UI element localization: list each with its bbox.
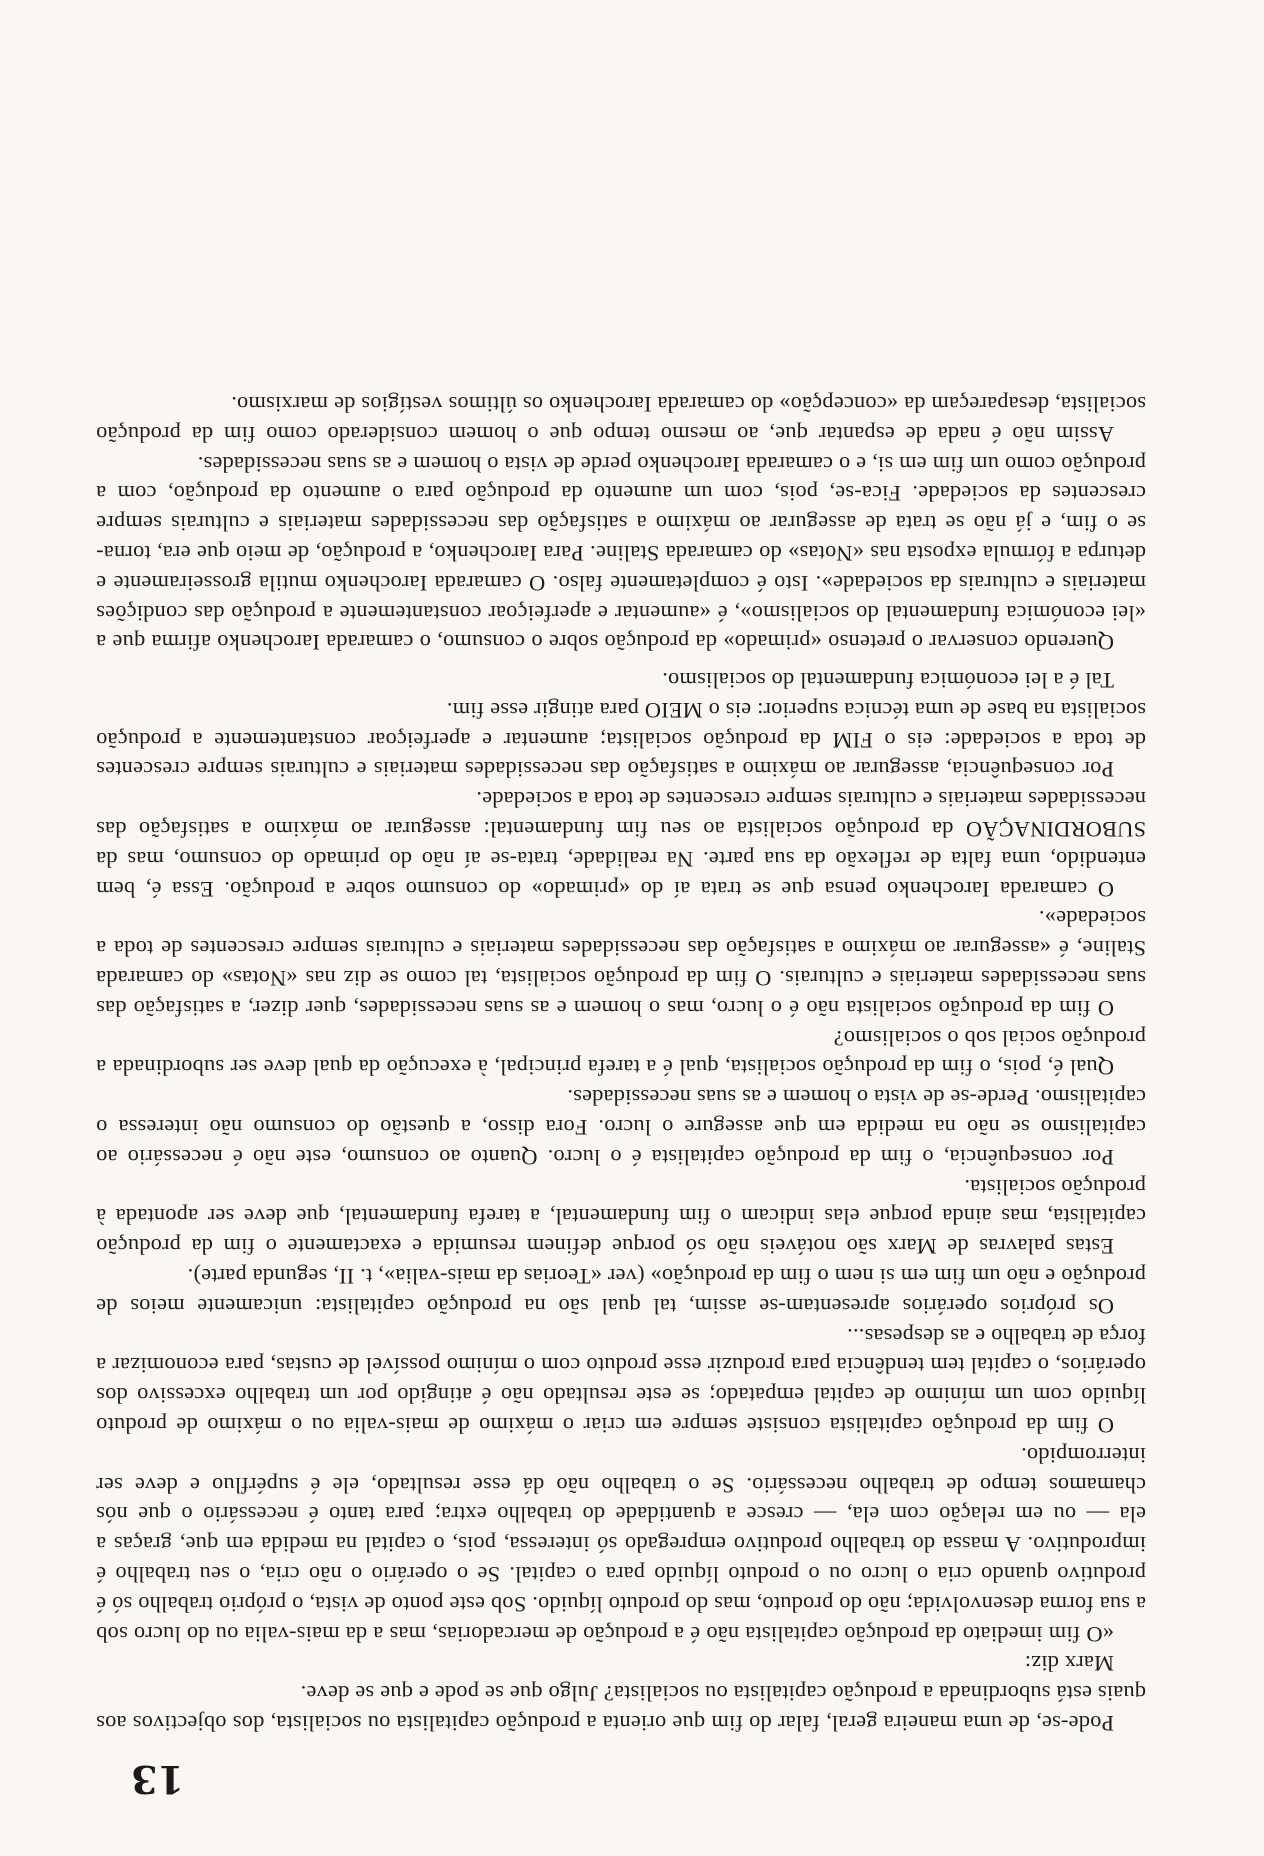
paragraph: Tal é a lei económica fundamental do socialismo.	[662, 668, 1114, 694]
paragraph: Pode-se, de uma maneira geral, falar do fim que orienta a produção capitalista ou socialista, dos objectivos aos quais está subordinada a produção capitalista ou socialista? Julgo que se pode e que se deve.	[96, 1681, 1146, 1736]
paragraph: Qual é, pois, o fim da produção socialista, qual é a tarefa principal, à execução da qual deve ser subordinada a produção social sob o socialismo?	[96, 1025, 1146, 1081]
paragraph: O camarada Iarochenko pensa que se trata aí do «primado» do consumo sobre a produção. Essa é, bem entendido, uma falta de reflexão da sua parte. Na realidade, trata-se aí não do primado do consumo, mas da SUBORDINAÇÃO da produção socialista ao seu fim fundamental: assegurar ao máximo a satisfação das necessidades materiais e culturais sempre crescentes de toda a sociedade.	[96, 787, 1146, 902]
paragraph: O fim da produção socialista não é o lucro, mas o homem e as suas necessidades, quer dizer, a satisfação das suas necessidades materiais e culturais. O fim da produção socialista, tal como se diz nas «Notas» do camarada Staline, é «assegurar ao máximo a satisfação das necessidades materiais e culturais sempre crescentes de toda a sociedade».	[96, 906, 1146, 1021]
quote-paragraph: Os próprios operários apresentam-se assim, tal qual são na produção capitalista: unicamente meios de produção e não um fim em si nem o fim da produção» (ver «Teorias da mais-valia», t. II, segunda parte).	[96, 1264, 1146, 1319]
paragraph: Estas palavras de Marx são notáveis não só porque definem resumida e exactamente o fim da produção capitalista, mas ainda porque elas indicam o fim fundamental, a tarefa fundamental, que deve ser apontada à produção socialista.	[96, 1174, 1146, 1260]
quote-paragraph: «O fim imediato da produção capitalista não é a produção de mercadorias, mas a da mais-valia ou do lucro sob a sua forma desenvolvida; não do produto, mas do produto líquido. Sob este ponto de vista, o próprio trabalho só é produtivo quando cria o lucro ou o produto líquido para o capital. Se o operário o não cria, o seu trabalho é improdutivo. A massa do trabalho produtivo empregado só interessa, pois, o capital na medida em que, graças a ela — ou em relação com ela, — cresce a quantidade do trabalho extra; para tanto é necessário o que nós chamamos tempo de trabalho necessário. Se o trabalho não dá esse resultado, ele é supérfluo e deve ser interrompido.	[96, 1442, 1146, 1647]
paragraph: Marx diz:	[1024, 1651, 1114, 1677]
text-column	[96, 389, 1146, 1738]
paragraph: Assim não é nada de espantar que, ao mesmo tempo que o homem considerado como fim da produção socialista, desapareçam da «concepção» do camarada Iarochenko os últimos vestígios de marxismo.	[96, 391, 1146, 447]
paragraph: Por consequência, assegurar ao máximo a satisfação das necessidades materiais e culturais sempre crescentes de toda a sociedade: eis o FIM da produção socialista; aumentar e aperfeiçoar constantemente a produção socialista na base de uma técnica superior: eis o MEIO para atingir esse fim.	[96, 697, 1146, 783]
quote-paragraph: O fim da produção capitalista consiste sempre em criar o máximo de mais-valia ou o máximo de produto líquido com um mínimo de capital empatado; se este resultado não é atingido por um trabalho excessivo dos operários, o capital tem tendência para produzir esse produto com o mínimo possível de custas, para economizar a força de trabalho e as despesas...	[96, 1323, 1146, 1439]
paragraph: Por consequência, o fim da produção capitalista é o lucro. Quanto ao consumo, este não é necessário ao capitalismo se não na medida em que assegure o lucro. Fora disso, a questão do consumo não interessa o capitalismo. Perde-se de vista o homem e as suas necessidades.	[96, 1085, 1146, 1170]
page-number: 13	[131, 1757, 184, 1802]
paragraph: Querendo conservar o pretenso «primado» da produção sobre o consumo, o camarada Iarochenko afirma que a «lei económica fundamental do socialismo», é «aumentar e aperfeiçoar constantemente a produção das condições materiais e culturais da sociedade». Isto é completamente falso. O camarada Iarochenko mutila grosseiramente e deturpa a fórmula exposta nas «Notas» do camarada Staline. Para Iarochenko, a produção, de meio que era, torna-se o fim, e já não se trata de assegurar ao máximo a satisfação das necessidades materiais e culturais sempre crescentes da sociedade. Fica-se, pois, com um aumento da produção para o aumento da produção, com a produção como um fim em si, e o camarada Iarochenko perde de vista o homem e as suas necessidades.	[96, 451, 1146, 656]
